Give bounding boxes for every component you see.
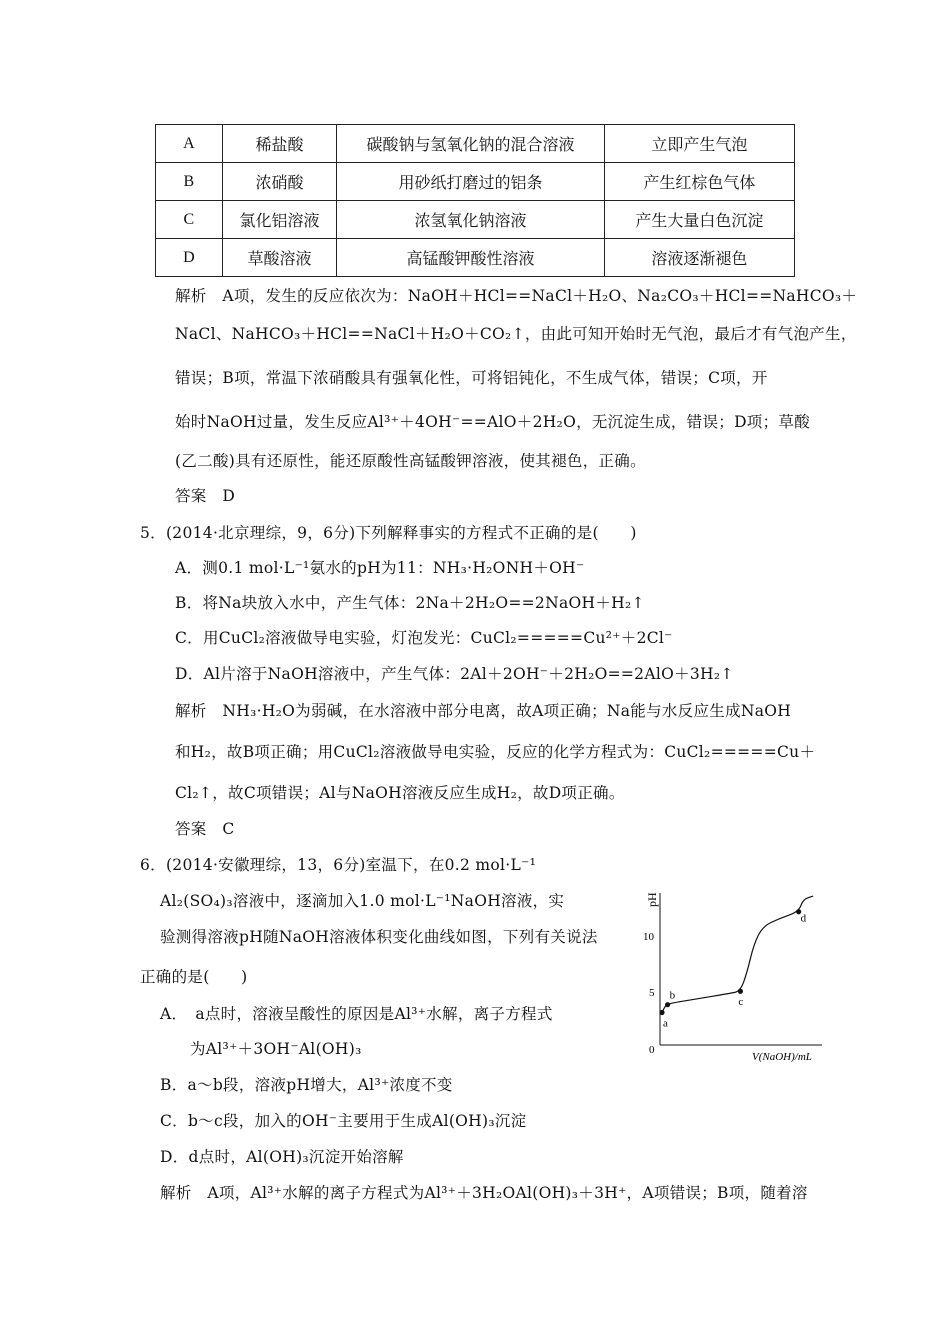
table-row bbox=[156, 125, 795, 163]
table-cell: 用砂纸打磨过的铝条 bbox=[337, 163, 605, 201]
q6-option-b: B．a～b段，溶液pH增大，Al³⁺浓度不变 bbox=[160, 1076, 453, 1094]
q5-option-b: B．将Na块放入水中，产生气体：2Na＋2H₂O==2NaOH＋H₂↑ bbox=[175, 594, 645, 612]
q5-stem: 5．(2014·北京理综，9，6分)下列解释事实的方程式不正确的是( ) bbox=[140, 524, 637, 542]
q6-stem-line-4: 正确的是( ) bbox=[140, 968, 248, 986]
table-cell: B bbox=[156, 163, 223, 201]
table-cell: 草酸溶液 bbox=[222, 239, 336, 277]
table-cell: D bbox=[156, 239, 223, 277]
q6-stem-line-1: 6．(2014·安徽理综，13，6分)室温下，在0.2 mol·L⁻¹ bbox=[140, 856, 537, 874]
table-cell: 浓氢氧化钠溶液 bbox=[337, 201, 605, 239]
table-cell: 碳酸钠与氢氧化钠的混合溶液 bbox=[337, 125, 605, 163]
q5-analysis-line-3: Cl₂↑，故C项错误；Al与NaOH溶液反应生成H₂，故D项正确。 bbox=[175, 784, 625, 802]
table-cell: 氯化铝溶液 bbox=[222, 201, 336, 239]
table-cell: 产生大量白色沉淀 bbox=[604, 201, 794, 239]
options-table bbox=[155, 124, 795, 277]
q5-answer: 答案 C bbox=[175, 820, 235, 838]
q4-answer: 答案 D bbox=[175, 487, 236, 505]
q5-option-d: D．Al片溶于NaOH溶液中，产生气体：2Al＋2OH⁻＋2H₂O==2AlO＋3H₂↑ bbox=[175, 665, 734, 683]
table-cell: 浓硝酸 bbox=[222, 163, 336, 201]
point-b bbox=[665, 1002, 670, 1007]
q6-stem-line-3: 验测得溶液pH随NaOH溶液体积变化曲线如图，下列有关说法 bbox=[160, 928, 598, 946]
point-label-a: a bbox=[663, 1017, 668, 1030]
ph-titration-chart bbox=[640, 885, 830, 1065]
q6-option-a: A． a点时，溶液呈酸性的原因是Al³⁺水解，离子方程式 bbox=[160, 1005, 553, 1023]
q5-analysis-line-2: 和H₂，故B项正确；用CuCl₂溶液做导电实验，反应的化学方程式为：CuCl₂=====Cu＋ bbox=[175, 743, 816, 761]
q6-option-d: D．d点时，Al(OH)₃沉淀开始溶解 bbox=[160, 1148, 404, 1166]
q5-option-c: C．用CuCl₂溶液做导电实验，灯泡发光：CuCl₂=====Cu²⁺＋2Cl⁻ bbox=[175, 629, 673, 647]
table-row bbox=[156, 239, 795, 277]
table-cell: 溶液逐渐褪色 bbox=[604, 239, 794, 277]
q5-analysis-line-1: 解析 NH₃·H₂O为弱碱，在水溶液中部分电离，故A项正确；Na能与水反应生成NaOH bbox=[175, 702, 792, 720]
point-a bbox=[659, 1010, 664, 1015]
point-label-b: b bbox=[669, 989, 676, 1002]
q6-stem-line-2: Al₂(SO₄)₃溶液中，逐滴加入1.0 mol·L⁻¹NaOH溶液，实 bbox=[160, 892, 565, 910]
point-c bbox=[738, 989, 743, 994]
q4-analysis-line-3: 错误；B项，常温下浓硝酸具有强氧化性，可将铝钝化，不生成气体，错误；C项，开 bbox=[175, 369, 768, 387]
table-row bbox=[156, 201, 795, 239]
q4-analysis-line-2: NaCl、NaHCO₃＋HCl==NaCl＋H₂O＋CO₂↑，由此可知开始时无气泡，最后才有气泡产生， bbox=[175, 325, 857, 343]
point-label-c: c bbox=[738, 996, 744, 1009]
point-label-d: d bbox=[800, 912, 807, 925]
table-cell: 高锰酸钾酸性溶液 bbox=[337, 239, 605, 277]
q4-analysis-line-1: 解析 A项，发生的反应依次为：NaOH＋HCl==NaCl＋H₂O、Na₂CO₃＋HCl==NaHCO₃＋ bbox=[175, 287, 858, 305]
table-cell: 产生红棕色气体 bbox=[604, 163, 794, 201]
y-tick-10: 10 bbox=[643, 931, 654, 943]
table-cell: 立即产生气泡 bbox=[604, 125, 794, 163]
q6-option-a-cont: 为Al³⁺＋3OH⁻Al(OH)₃ bbox=[190, 1040, 362, 1058]
ph-curve bbox=[662, 896, 813, 1012]
table-cell: C bbox=[156, 201, 223, 239]
q6-analysis: 解析 A项，Al³⁺水解的离子方程式为Al³⁺＋3H₂OAl(OH)₃＋3H⁺，A项错误；B项，随着溶 bbox=[160, 1184, 808, 1202]
y-tick-5: 5 bbox=[649, 987, 655, 999]
table-row bbox=[156, 163, 795, 201]
q4-analysis-line-4: 始时NaOH过量，发生反应Al³⁺＋4OH⁻==AlO＋2H₂O，无沉淀生成，错误；D项；草酸 bbox=[175, 413, 811, 431]
q5-option-a: A．测0.1 mol·L⁻¹氨水的pH为11：NH₃·H₂ONH＋OH⁻ bbox=[175, 559, 585, 577]
table-cell: A bbox=[156, 125, 223, 163]
y-tick-0: 0 bbox=[649, 1044, 655, 1056]
q4-analysis-line-5: (乙二酸)具有还原性，能还原酸性高锰酸钾溶液，使其褪色，正确。 bbox=[175, 452, 646, 470]
table-cell: 稀盐酸 bbox=[222, 125, 336, 163]
y-axis-label: pH bbox=[645, 892, 659, 907]
x-axis-label: V(NaOH)/mL bbox=[752, 1051, 812, 1063]
q6-option-c: C．b～c段，加入的OH⁻主要用于生成Al(OH)₃沉淀 bbox=[160, 1112, 527, 1130]
